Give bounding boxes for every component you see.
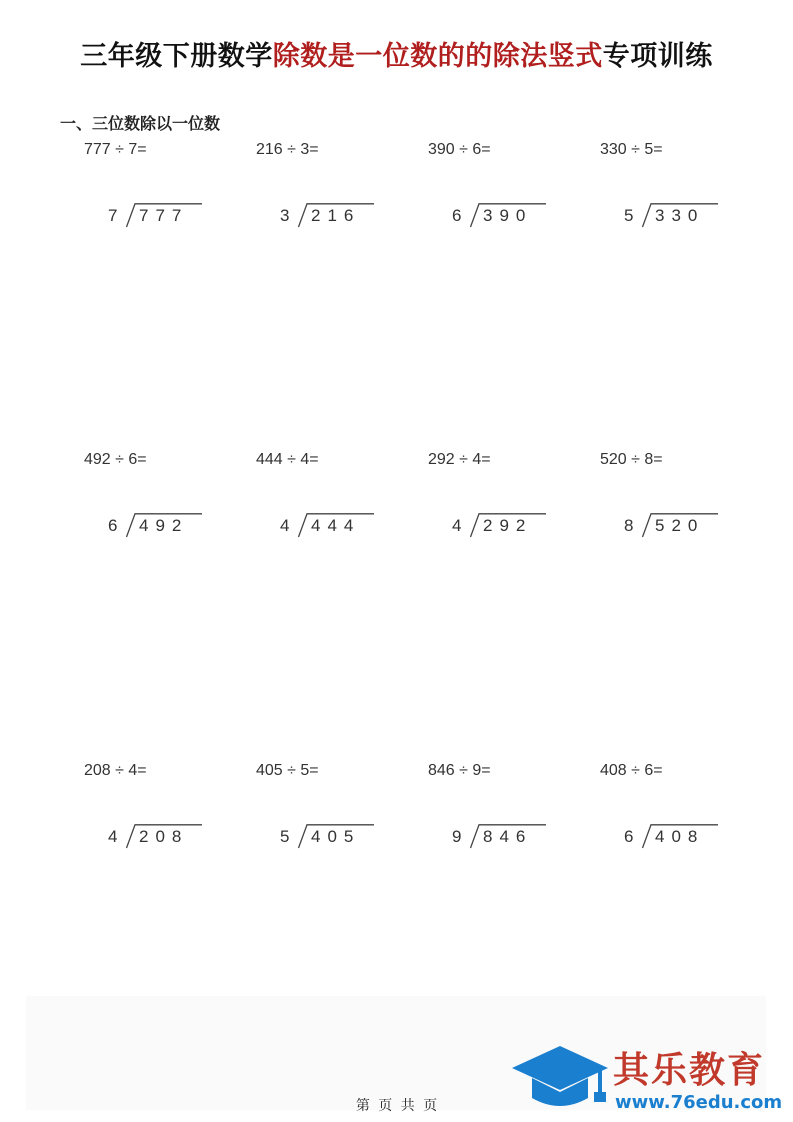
long-division — [624, 513, 724, 541]
long-division — [452, 203, 552, 231]
divisor-text: 5 — [624, 206, 634, 225]
divisor-text: 5 — [280, 827, 290, 846]
dividend-text: 520 — [655, 516, 705, 535]
long-division — [624, 824, 724, 852]
division-problem — [600, 141, 770, 261]
long-division — [108, 824, 208, 852]
dividend-text: 208 — [139, 827, 189, 846]
equation-text: 846 ÷ 9= — [428, 762, 491, 779]
long-division — [108, 513, 208, 541]
page-number-footer: 第 页 共 页 — [355, 1098, 438, 1114]
long-division — [108, 203, 208, 231]
dividend-text: 492 — [139, 516, 189, 535]
division-problem — [428, 762, 598, 882]
division-problem — [600, 451, 770, 571]
dividend-text: 216 — [311, 206, 361, 225]
dividend-text: 846 — [483, 827, 533, 846]
equation-text: 216 ÷ 3= — [256, 141, 319, 158]
long-division — [452, 824, 552, 852]
title-highlight: 除数是一位数的的除法竖式 — [272, 41, 603, 72]
dividend-text: 777 — [139, 206, 189, 225]
divisor-text: 7 — [108, 206, 118, 225]
division-problem — [428, 451, 598, 571]
graduation-cap-icon — [510, 1044, 610, 1114]
equation-text: 330 ÷ 5= — [600, 141, 663, 158]
long-division — [280, 513, 380, 541]
divisor-text: 6 — [452, 206, 462, 225]
division-problem — [256, 451, 426, 571]
divisor-text: 6 — [624, 827, 634, 846]
dividend-text: 405 — [311, 827, 361, 846]
divisor-text: 8 — [624, 516, 634, 535]
logo-url: www.76edu.com — [615, 1092, 783, 1113]
long-division — [280, 203, 380, 231]
divisor-text: 4 — [280, 516, 290, 535]
equation-text: 444 ÷ 4= — [256, 451, 319, 468]
divisor-text: 4 — [108, 827, 118, 846]
title-suffix: 专项训练 — [602, 41, 713, 72]
equation-text: 408 ÷ 6= — [600, 762, 663, 779]
divisor-text: 4 — [452, 516, 462, 535]
long-division — [452, 513, 552, 541]
dividend-text: 444 — [311, 516, 361, 535]
dividend-text: 408 — [655, 827, 705, 846]
division-problem — [84, 762, 254, 882]
equation-text: 492 ÷ 6= — [84, 451, 147, 468]
dividend-text: 292 — [483, 516, 533, 535]
equation-text: 292 ÷ 4= — [428, 451, 491, 468]
divisor-text: 9 — [452, 827, 462, 846]
division-problem — [84, 451, 254, 571]
division-problem — [600, 762, 770, 882]
long-division — [280, 824, 380, 852]
divisor-text: 3 — [280, 206, 290, 225]
dividend-text: 390 — [483, 206, 533, 225]
long-division — [624, 203, 724, 231]
equation-text: 208 ÷ 4= — [84, 762, 147, 779]
equation-text: 777 ÷ 7= — [84, 141, 147, 158]
division-problem — [256, 141, 426, 261]
dividend-text: 330 — [655, 206, 705, 225]
section-heading: 一、三位数除以一位数 — [60, 114, 221, 133]
page-title — [0, 34, 793, 73]
title-prefix: 三年级下册数学 — [80, 41, 273, 72]
logo-name: 其乐教育 — [613, 1050, 766, 1091]
equation-text: 405 ÷ 5= — [256, 762, 319, 779]
division-problem — [256, 762, 426, 882]
equation-text: 520 ÷ 8= — [600, 451, 663, 468]
division-problem — [84, 141, 254, 261]
equation-text: 390 ÷ 6= — [428, 141, 491, 158]
division-problem — [428, 141, 598, 261]
brand-logo — [510, 1040, 790, 1120]
divisor-text: 6 — [108, 516, 118, 535]
